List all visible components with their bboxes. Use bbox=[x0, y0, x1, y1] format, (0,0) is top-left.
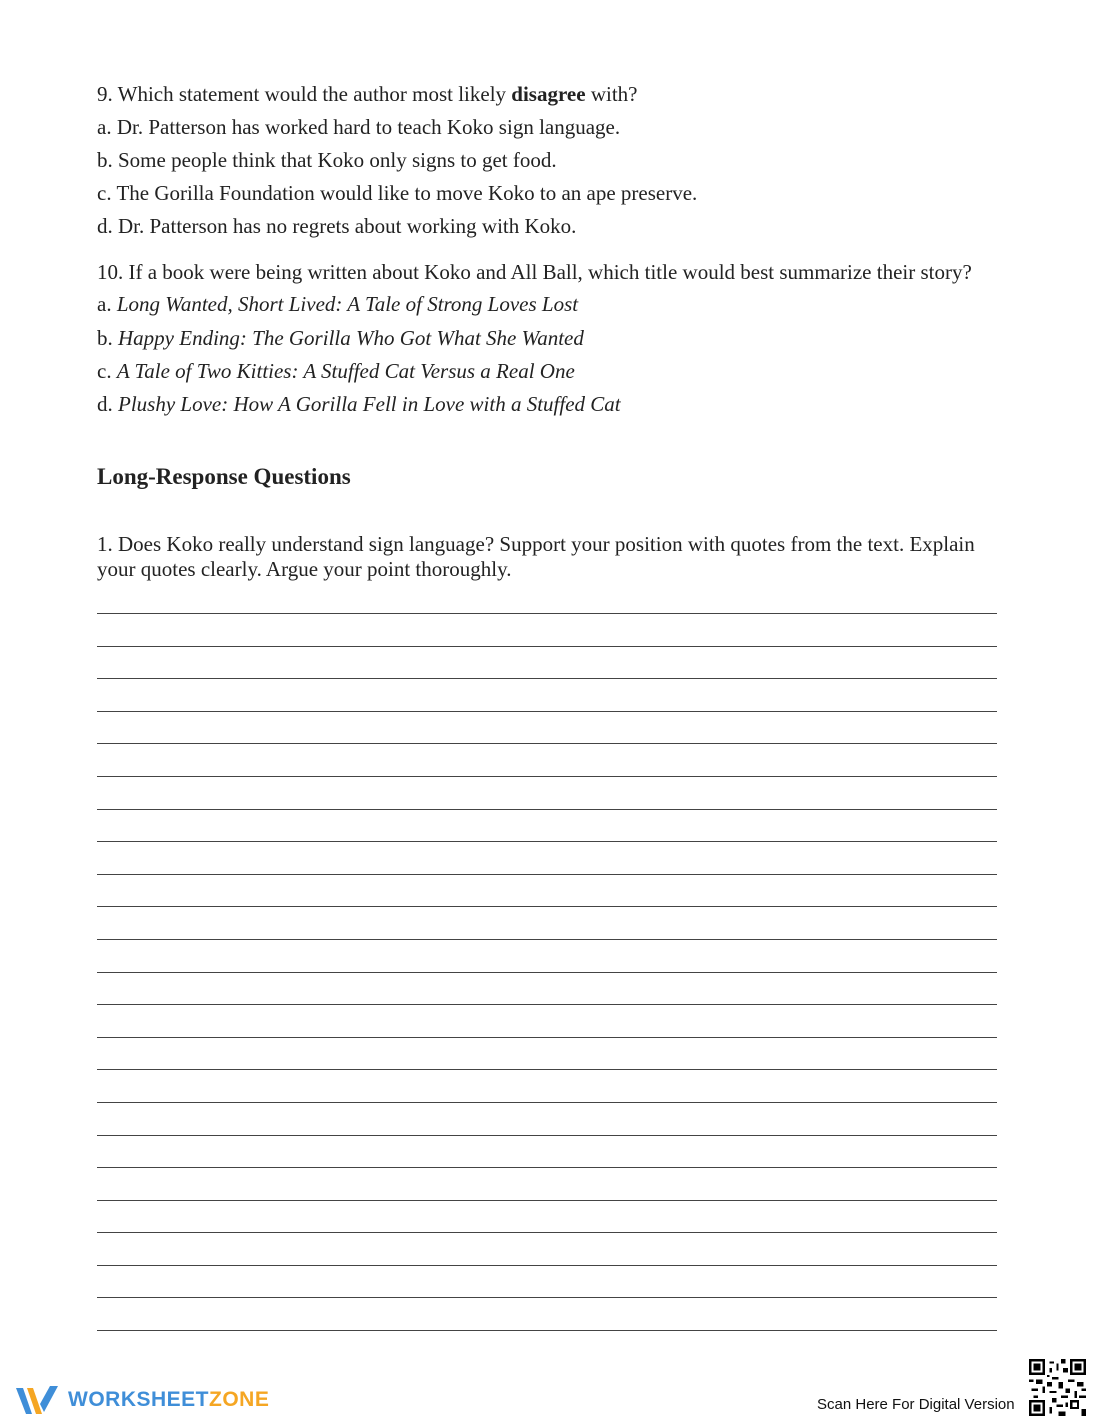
logo-text: WORKSHEETZONE bbox=[68, 1388, 270, 1411]
answer-line[interactable] bbox=[97, 874, 997, 875]
answer-line[interactable] bbox=[97, 1102, 997, 1103]
emphasis-disagree: disagree bbox=[511, 82, 586, 106]
question-10-option-b: b. Happy Ending: The Gorilla Who Got What She Wanted bbox=[97, 326, 584, 350]
worksheetzone-logo bbox=[14, 1382, 269, 1418]
question-9-option-b: b. Some people think that Koko only signs to get food. bbox=[97, 148, 557, 172]
answer-line[interactable] bbox=[97, 1265, 997, 1266]
question-9-prompt: 9. Which statement would the author most likely disagree with? bbox=[97, 82, 638, 106]
question-10-option-c: c. A Tale of Two Kitties: A Stuffed Cat Versus a Real One bbox=[97, 359, 575, 383]
logo-w-icon bbox=[14, 1382, 62, 1418]
answer-line[interactable] bbox=[97, 1069, 997, 1070]
answer-line[interactable] bbox=[97, 646, 997, 647]
scan-caption: Scan Here For Digital Version bbox=[817, 1396, 1015, 1413]
answer-line[interactable] bbox=[97, 1232, 997, 1233]
answer-line[interactable] bbox=[97, 1297, 997, 1298]
question-10-option-d: d. Plushy Love: How A Gorilla Fell in Love with a Stuffed Cat bbox=[97, 392, 621, 416]
answer-line[interactable] bbox=[97, 1200, 997, 1201]
question-9-option-c: c. The Gorilla Foundation would like to move Koko to an ape preserve. bbox=[97, 181, 698, 205]
question-10-prompt: 10. If a book were being written about Koko and All Ball, which title would best summarize their story? bbox=[97, 260, 972, 284]
answer-line[interactable] bbox=[97, 972, 997, 973]
answer-line[interactable] bbox=[97, 809, 997, 810]
answer-line[interactable] bbox=[97, 776, 997, 777]
answer-line[interactable] bbox=[97, 711, 997, 712]
answer-line[interactable] bbox=[97, 1004, 997, 1005]
answer-line[interactable] bbox=[97, 1037, 997, 1038]
long-response-question-1: 1. Does Koko really understand sign language? Support your position with quotes from the text. Explain your quotes clearly. Argue your point thoroughly. bbox=[97, 532, 975, 581]
answer-line[interactable] bbox=[97, 1330, 997, 1331]
answer-line[interactable] bbox=[97, 841, 997, 842]
answer-line[interactable] bbox=[97, 1167, 997, 1168]
answer-line[interactable] bbox=[97, 613, 997, 614]
answer-line[interactable] bbox=[97, 1135, 997, 1136]
question-9-option-d: d. Dr. Patterson has no regrets about working with Koko. bbox=[97, 214, 577, 238]
answer-line[interactable] bbox=[97, 939, 997, 940]
answer-lines bbox=[97, 613, 997, 1363]
answer-line[interactable] bbox=[97, 743, 997, 744]
question-9-option-a: a. Dr. Patterson has worked hard to teach Koko sign language. bbox=[97, 115, 621, 139]
question-10-option-a: a. Long Wanted, Short Lived: A Tale of Strong Loves Lost bbox=[97, 292, 579, 316]
answer-line[interactable] bbox=[97, 906, 997, 907]
answer-line[interactable] bbox=[97, 678, 997, 679]
qr-code-icon[interactable] bbox=[1029, 1359, 1086, 1416]
section-heading: Long-Response Questions bbox=[97, 464, 351, 489]
